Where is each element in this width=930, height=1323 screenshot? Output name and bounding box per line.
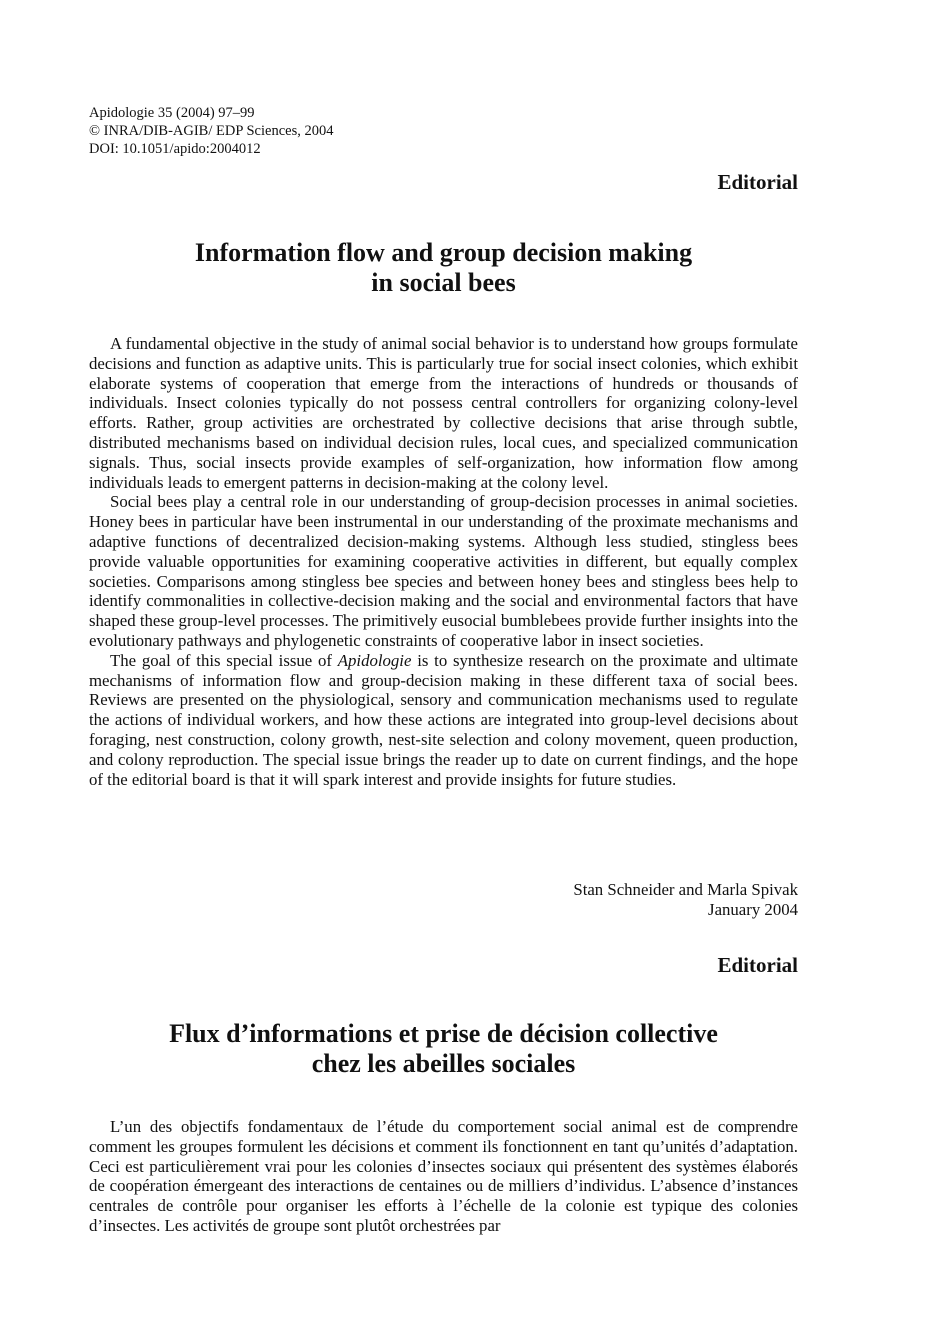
article-title-english	[89, 238, 798, 298]
paragraph: L’un des objectifs fondamentaux de l’étude du comportement social animal est de comprendre comment les groupes formulent les décisions et comment ils fonctionnent en tant qu’unités d’adaptation. Ceci est particulièrement vrai pour les colonies d’insectes sociaux qui présentent des systèmes élaborés de coopération émergeant des interactions de centaines ou de milliers d’individus. L’absence d’instances centrales de contrôle pour organiser les efforts à l’échelle de la colonie est typique des colonies d’insectes. Les activités de groupe sont plutôt orchestrées par	[89, 1117, 798, 1235]
signature-block	[573, 880, 798, 920]
section-label-french: Editorial	[717, 953, 798, 977]
copyright-line: © INRA/DIB-AGIB/ EDP Sciences, 2004	[89, 123, 334, 139]
signature-date: January 2004	[708, 899, 798, 919]
journal-name: Apidologie	[337, 650, 412, 670]
title-line: Flux d’informations et prise de décision collective	[169, 1019, 718, 1048]
paragraph: A fundamental objective in the study of animal social behavior is to understand how groups formulate decisions and function as adaptive units. This is particularly true for social insect colonies, which exhibit elaborate systems of cooperation that emerge from the interactions of hundreds or thousands of individuals. Insect colonies typically do not possess central controllers for organizing colony-level efforts. Rather, group activities are orchestrated by collective decisions that arise through subtle, distributed mechanisms based on individual decision rules, local cues, and specialized communication signals. Thus, social insects provide examples of self-organization, how information flow among individuals leads to emergent patterns in decision-making at the colony level.	[89, 334, 798, 492]
paragraph	[89, 651, 798, 790]
section-label-english: Editorial	[717, 170, 798, 194]
article-body-french	[89, 1117, 798, 1236]
article-title-french	[89, 1019, 798, 1079]
article-body-english	[89, 334, 798, 789]
paragraph: Social bees play a central role in our understanding of group-decision processes in animal societies. Honey bees in particular have been instrumental in our understanding of the proximate mechanisms and adaptive functions of decentralized decision-making systems. Although less studied, stingless bees provide valuable opportunities for examining cooperative activities in different, but equally complex societies. Comparisons among stingless bee species and between honey bees and stingless bees help to identify commonalities in collective-decision making and the social and environmental factors that have shaped these group-level processes. The primitively eusocial bumblebees provide further insights into the evolutionary pathways and phylogenetic constraints of cooperative labor in insect societies.	[89, 492, 798, 650]
paragraph-text: is to synthesize research on the proximate and ultimate mechanisms of information flow and group-decision making in these different taxa of social bees. Reviews are presented on the physiological, sensory and communication mechanisms used to regulate the actions of individual workers, and how these actions are integrated into group-level decisions about foraging, nest construction, colony growth, nest-site selection and colony movement, queen production, and colony reproduction. The special issue brings the reader up to date on current findings, and the hope of the editorial board is that it will spark interest and provide insights for future studies.	[89, 650, 798, 789]
journal-citation: Apidologie 35 (2004) 97–99	[89, 105, 255, 121]
publication-info	[89, 104, 333, 158]
title-line: Information flow and group decision making	[194, 238, 693, 267]
doi-line: DOI: 10.1051/apido:2004012	[89, 141, 261, 157]
title-line: in social bees	[371, 268, 516, 297]
authors: Stan Schneider and Marla Spivak	[573, 880, 798, 899]
paragraph-text: The goal of this special issue of	[110, 650, 338, 670]
title-line: chez les abeilles sociales	[311, 1049, 576, 1078]
